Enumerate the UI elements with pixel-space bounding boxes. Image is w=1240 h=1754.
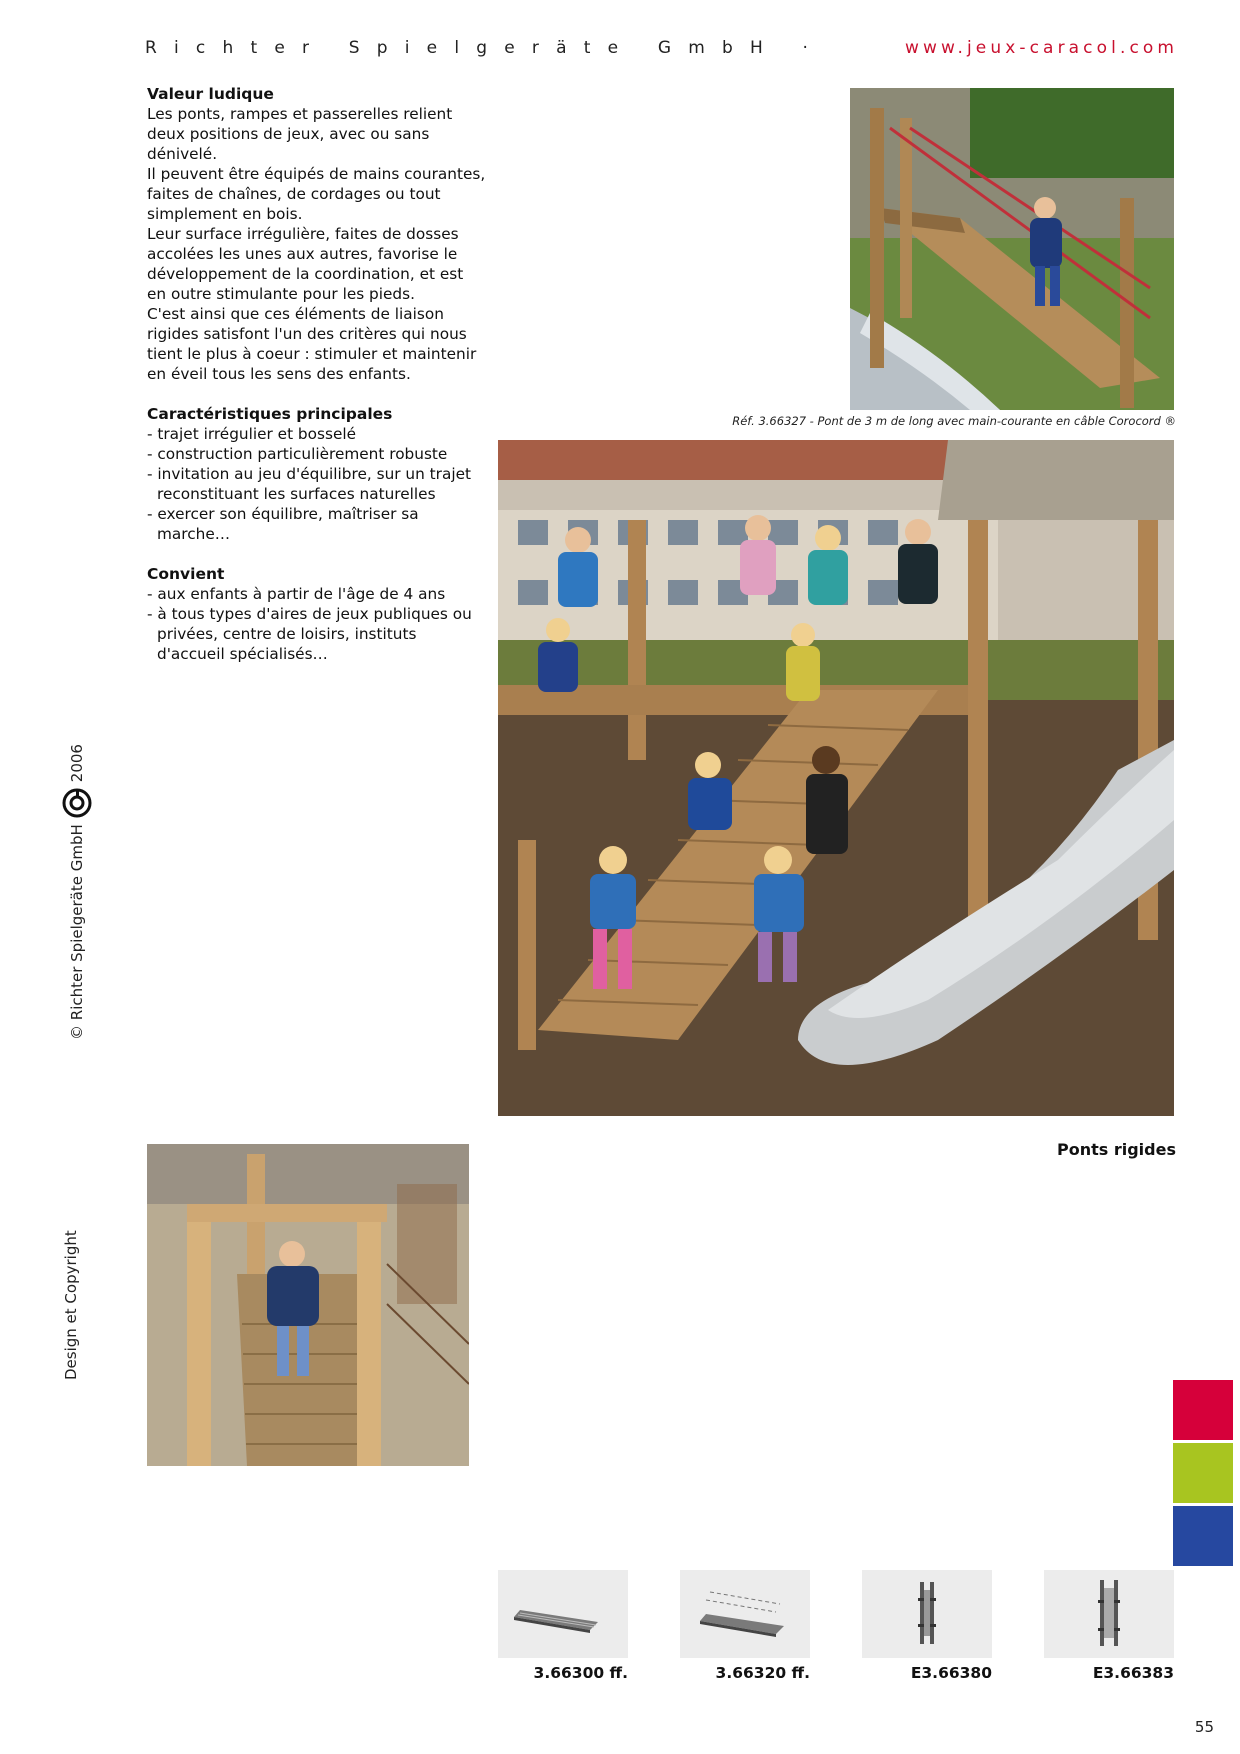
section-valeur-title: Valeur ludique	[147, 85, 274, 103]
header-website[interactable]: www.jeux-caracol.com	[905, 38, 1179, 58]
section-convient-title: Convient	[147, 565, 225, 583]
margin-design: Design et Copyright	[62, 1230, 80, 1380]
product-code-2: 3.66320 ff.	[715, 1664, 810, 1682]
color-tab-blue	[1173, 1506, 1233, 1566]
product-thumb-1[interactable]	[498, 1570, 628, 1658]
caracol-logo-icon	[62, 788, 92, 818]
product-title: Ponts rigides	[1057, 1140, 1176, 1159]
list-item: - trajet irrégulier et bosselé	[147, 425, 357, 443]
bridge-plank-icon	[498, 1570, 628, 1658]
valeur-paragraph-2: Il peuvent être équipés de mains courantes, faites de chaînes, de cordages ou tout simplement en bois.	[147, 165, 486, 223]
product-thumb-2[interactable]	[680, 1570, 810, 1658]
photo-caption: Réf. 3.66327 - Pont de 3 m de long avec main-courante en câble Corocord ®	[732, 414, 1176, 428]
section-valeur	[147, 84, 487, 384]
photo-bridge-walk	[147, 1144, 469, 1466]
product-thumb-4[interactable]	[1044, 1570, 1174, 1658]
list-item: - aux enfants à partir de l'âge de 4 ans	[147, 585, 446, 603]
list-item: - construction particulièrement robuste	[147, 445, 448, 463]
bridge-rail-icon	[680, 1570, 810, 1658]
product-code-3: E3.66380	[910, 1664, 992, 1682]
valeur-paragraph-3: Leur surface irrégulière, faites de dosses accolées les unes aux autres, favorise le développement de la coordination, et est en outre stimulante pour les pieds.	[147, 225, 464, 303]
color-tab-red	[1173, 1380, 1233, 1440]
copyright-year: 2006	[68, 744, 86, 783]
copyright-text: © Richter Spielgeräte GmbH	[68, 824, 86, 1040]
header-company: Richter Spielgeräte GmbH ·	[145, 38, 826, 58]
color-tab-green	[1173, 1443, 1233, 1503]
list-item: - exercer son équilibre, maîtriser sa marche…	[147, 505, 419, 543]
valeur-paragraph-1: Les ponts, rampes et passerelles relient deux positions de jeux, avec ou sans dénivelé.	[147, 105, 453, 163]
photo-ramp-child	[850, 88, 1174, 410]
product-thumb-3[interactable]	[862, 1570, 992, 1658]
connector-post-icon	[862, 1570, 992, 1658]
section-convient	[147, 564, 487, 664]
connector-post-icon	[1044, 1570, 1174, 1658]
convient-list	[147, 584, 487, 664]
product-code-1: 3.66300 ff.	[533, 1664, 628, 1682]
caracteristiques-list	[147, 424, 487, 544]
section-caracteristiques	[147, 404, 487, 544]
section-caracteristiques-title: Caractéristiques principales	[147, 405, 393, 423]
description-column	[147, 84, 487, 684]
list-item: - à tous types d'aires de jeux publiques ou privées, centre de loisirs, instituts d'accueil spécialisés…	[147, 605, 472, 663]
product-code-4: E3.66383	[1092, 1664, 1174, 1682]
list-item: - invitation au jeu d'équilibre, sur un trajet reconstituant les surfaces naturelles	[147, 465, 471, 503]
valeur-paragraph-4: C'est ainsi que ces éléments de liaison rigides satisfont l'un des critères qui nous tient le plus à coeur : stimuler et maintenir en éveil tous les sens des enfants.	[147, 305, 477, 383]
margin-copyright	[62, 744, 92, 1040]
page-number: 55	[1194, 1718, 1214, 1736]
photo-bridge-children	[498, 440, 1174, 1116]
